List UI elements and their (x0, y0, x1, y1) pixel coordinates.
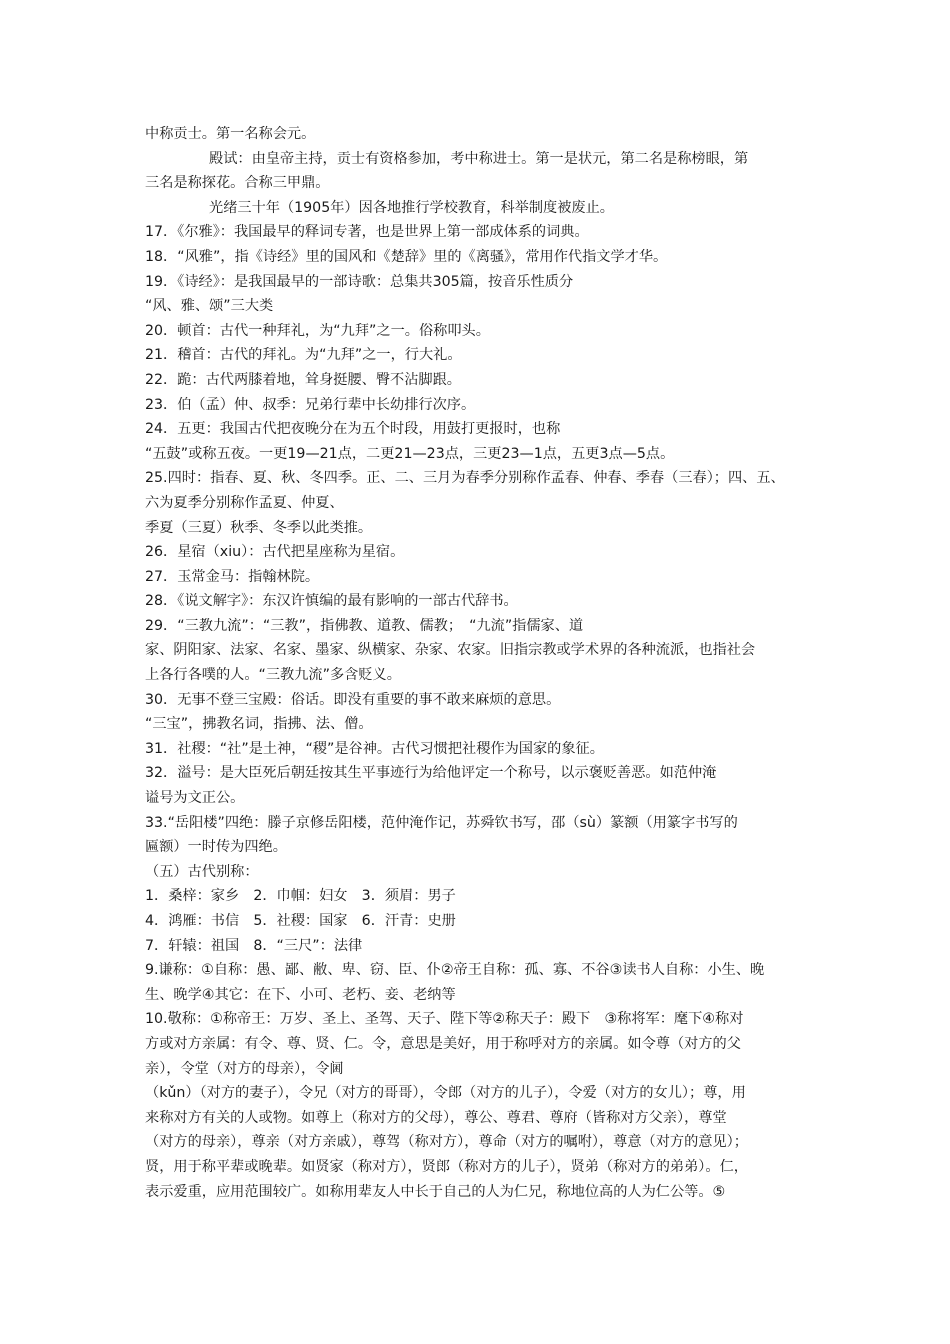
text-line: 中称贡士。第一名称会元。 (145, 126, 316, 142)
text-line: 21．稽首：古代的拜礼。为“九拜”之一，行大礼。 (145, 347, 462, 364)
text-line: 31．社稷：“社”是土神，“稷”是谷神。古代习惯把社稷作为国家的象征。 (145, 740, 604, 757)
text-line: 方或对方亲属：有令、尊、贤、仁。令，意思是美好，用于称呼对方的亲属。如令尊（对方的父 (145, 1035, 741, 1052)
text-line: 27．玉常金马：指翰林院。 (145, 568, 320, 585)
text-line: （对方的母亲），尊亲（对方亲戚），尊驾（称对方），尊命（对方的嘱咐），尊意（对方的意见）； (145, 1134, 748, 1151)
text-line: 谥号为文正公。 (145, 790, 245, 807)
text-line: 30．无事不登三宝殿：俗话。即没有重要的事不敢来麻烦的意思。 (145, 691, 561, 708)
text-line: 25.四时：指春、夏、秋、冬四季。正、二、三月为春季分别称作孟春、仲春、季春（三春）；四、五、 (145, 470, 785, 487)
text-line: 匾额）一时传为四绝。 (145, 839, 287, 856)
text-line: 33.“岳阳楼”四绝：滕子京修岳阳楼，范仲淹作记，苏舜钦书写，邵（sù）篆额（用篆字书写的 (145, 814, 738, 831)
text-line: “风、雅、颂”三大类 (145, 298, 274, 315)
text-line: 贤，用于称平辈或晚辈。如贤家（称对方），贤郎（称对方的儿子），贤弟（称对方的弟弟）。仁， (145, 1158, 748, 1175)
text-line: （五）古代别称： (145, 863, 259, 880)
text-line: 表示爱重，应用范围较广。如称用辈友人中长于自己的人为仁兄，称地位高的人为仁公等。⑤ (145, 1183, 726, 1200)
text-line: 23．伯（孟）仲、叔季：兄弟行辈中长幼排行次序。 (145, 396, 476, 413)
text-line: 4．鸿雁：书信 5．社稷：国家 6．汗青：史册 (145, 913, 456, 929)
text-line: 亲），令堂（对方的母亲），令阃 (145, 1060, 344, 1077)
text-line: 来称对方有关的人或物。如尊上（称对方的父母），尊公、尊君、尊府（皆称对方父亲），尊堂 (145, 1109, 727, 1126)
text-line: 29．“三教九流”：“三教”，指佛教、道教、儒教； “九流”指儒家、道 (145, 617, 584, 634)
text-line: 22．跪：古代两膝着地，耸身挺腰、臀不沾脚跟。 (145, 371, 461, 388)
text-line: “五鼓”或称五夜。一更19—21点，二更21—23点，三更23—1点，五更3点—5点。 (145, 445, 675, 462)
text-line: 1．桑梓：家乡 2．巾帼：妇女 3．须眉：男子 (145, 888, 456, 905)
document-body (145, 122, 825, 1204)
text-line: 六为夏季分别称作孟夏、仲夏、 (145, 494, 344, 511)
text-line: （kǔn）（对方的妻子），令兄（对方的哥哥），令郎（对方的儿子），令爱（对方的女儿）；尊，用 (145, 1085, 746, 1102)
text-line: 17．《尔雅》：我国最早的释词专著，也是世界上第一部成体系的词典。 (145, 224, 589, 241)
text-line: 10.敬称：①称帝王：万岁、圣上、圣驾、天子、陛下等②称天子：殿下 ③称将军：麾下④称对 (145, 1011, 744, 1028)
text-line: 9.谦称：①自称：愚、鄙、敝、卑、窃、臣、仆②帝王自称：孤、寡、不谷③读书人自称：小生、晚 (145, 962, 765, 979)
text-line: 生、晚学④其它：在下、小可、老朽、妾、老纳等 (145, 986, 456, 1003)
text-line: “三宝”，拂教名词，指拂、法、僧。 (145, 716, 373, 733)
text-line: 光绪三十年（1905年）因各地推行学校教育，科举制度被废止。 (209, 199, 614, 216)
text-line: 家、阴阳家、法家、名家、墨家、纵横家、杂家、农家。旧指宗教或学术界的各种流派，也指社会 (145, 642, 756, 659)
text-line: 26．星宿（xiu）：古代把星座称为星宿。 (145, 544, 405, 561)
text-line: 28．《说文解字》：东汉许慎编的最有影响的一部古代辞书。 (145, 593, 518, 610)
text-line: 19．《诗经》：是我国最早的一部诗歌：总集共305篇，按音乐性质分 (145, 273, 574, 290)
text-line: 季夏（三夏）秋季、冬季以此类推。 (145, 519, 373, 536)
text-line: 上各行各噗的人。“三教九流”多含贬义。 (145, 667, 401, 684)
text-line: 殿试：由皇帝主持，贡士有资格参加，考中称进士。第一是状元，第二名是称榜眼，第 (209, 150, 749, 167)
text-line: 32．溢号：是大臣死后朝廷按其生平事迹行为给他评定一个称号，以示褒贬善恶。如范仲淹 (145, 765, 717, 782)
text-line: 三名是称探花。合称三甲鼎。 (145, 175, 330, 192)
text-line: 18．“风雅”，指《诗经》里的国风和《楚辞》里的《离骚》，常用作代指文学才华。 (145, 248, 668, 265)
text-line: 7．轩辕：祖国 8．“三尺”：法律 (145, 937, 363, 954)
text-line: 20．顿首：古代一种拜礼，为“九拜”之一。俗称叩头。 (145, 322, 490, 339)
text-line: 24．五更：我国古代把夜晚分在为五个时段，用鼓打更报时，也称 (145, 421, 561, 438)
